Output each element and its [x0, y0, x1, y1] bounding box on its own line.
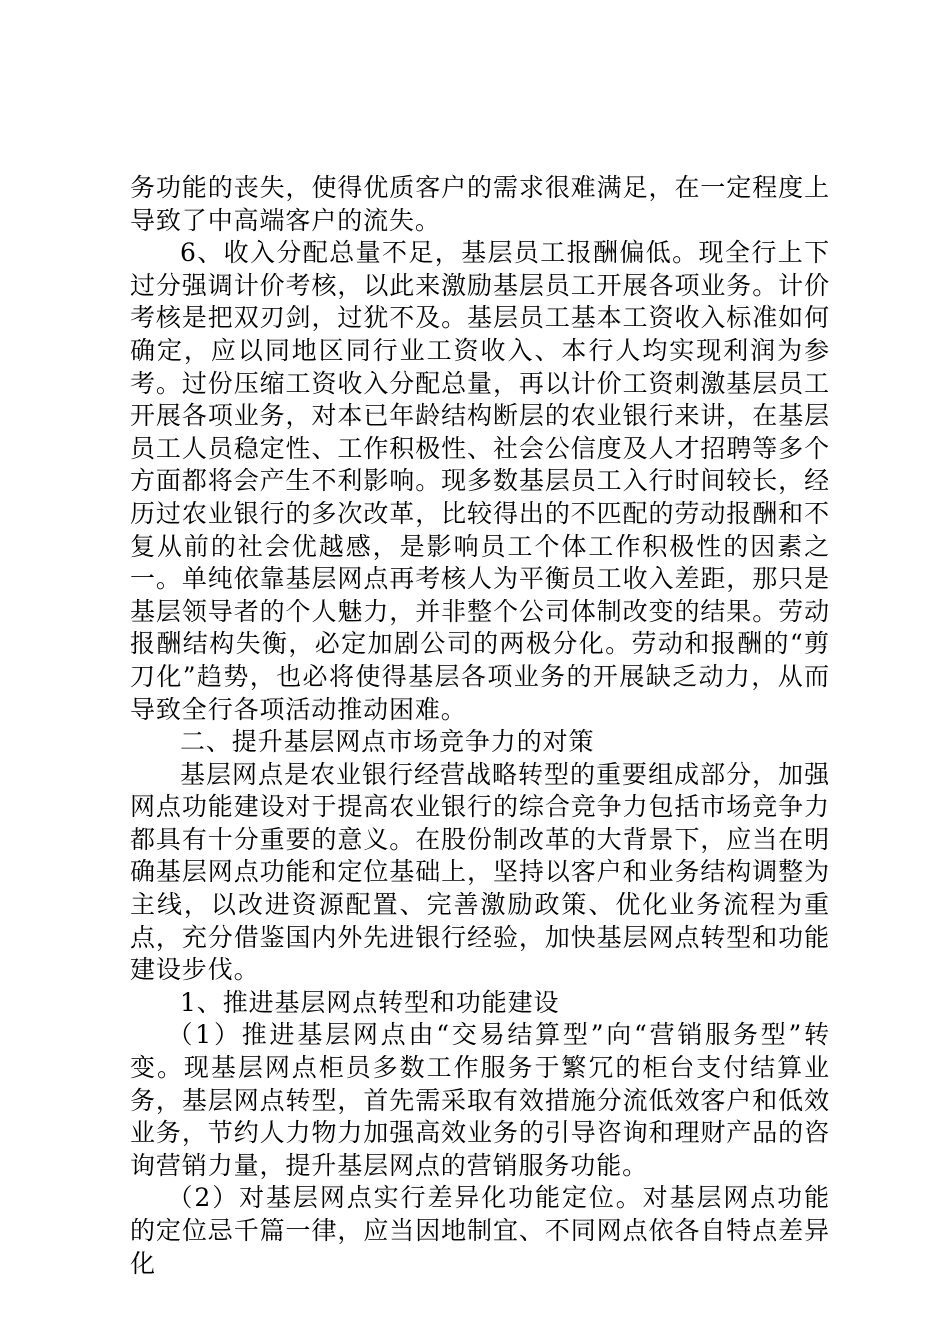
paragraph-section-2-intro: 基层网点是农业银行经营战略转型的重要组成部分，加强网点功能建设对于提高农业银行的综合竞争力包括市场竞争力都具有十分重要的意义。在股份制改革的大背景下，应当在明确基层网点功能和定位基础上，坚持以客户和业务结构调整为主线，以改进资源配置、完善激励政策、优化业务流程为重点，充分借鉴国内外先进银行经验，加快基层网点转型和功能建设步伐。 — [130, 759, 830, 985]
document-body — [130, 172, 830, 1280]
paragraph-continuation: 务功能的丧失，使得优质客户的需求很难满足，在一定程度上导致了中高端客户的流失。 — [130, 173, 830, 235]
paragraph-point-2: （2）对基层网点实行差异化功能定位。对基层网点功能的定位忌千篇一律，应当因地制宜、不同网点依各自特点差异化 — [130, 1183, 830, 1278]
subheading-1: 1、推进基层网点转型和功能建设 — [180, 987, 560, 1017]
section-heading-2: 二、提升基层网点市场竞争力的对策 — [180, 727, 595, 757]
paragraph-point-1: （1）推进基层网点由“交易结算型”向“营销服务型”转变。现基层网点柜员多数工作服务于繁冗的柜台支付结算业务，基层网点转型，首先需采取有效措施分流低效客户和低效业务，节约人力物力加强高效业务的引导咨询和理财产品的咨询营销力量，提升基层网点的营销服务功能。 — [130, 1020, 830, 1180]
paragraph-item-6: 6、收入分配总量不足，基层员工报酬偏低。现全行上下过分强调计价考核，以此来激励基层员工开展各项业务。计价考核是把双刃剑，过犹不及。基层员工基本工资收入标准如何确定，应以同地区同行业工资收入、本行人均实现利润为参考。过份压缩工资收入分配总量，再以计价工资刺激基层员工开展各项业务，对本已年龄结构断层的农业银行来讲，在基层员工人员稳定性、工作积极性、社会公信度及人才招聘等多个方面都将会产生不利影响。现多数基层员工入行时间较长，经历过农业银行的多次改革，比较得出的不匹配的劳动报酬和不复从前的社会优越感，是影响员工个体工作积极性的因素之一。单纯依靠基层网点再考核人为平衡员工收入差距，那只是基层领导者的个人魅力，并非整个公司体制改变的结果。劳动报酬结构失衡，必定加剧公司的两极分化。劳动和报酬的“剪刀化”趋势，也必将使得基层各项业务的开展缺乏动力，从而导致全行各项活动推动困难。 — [130, 238, 830, 724]
